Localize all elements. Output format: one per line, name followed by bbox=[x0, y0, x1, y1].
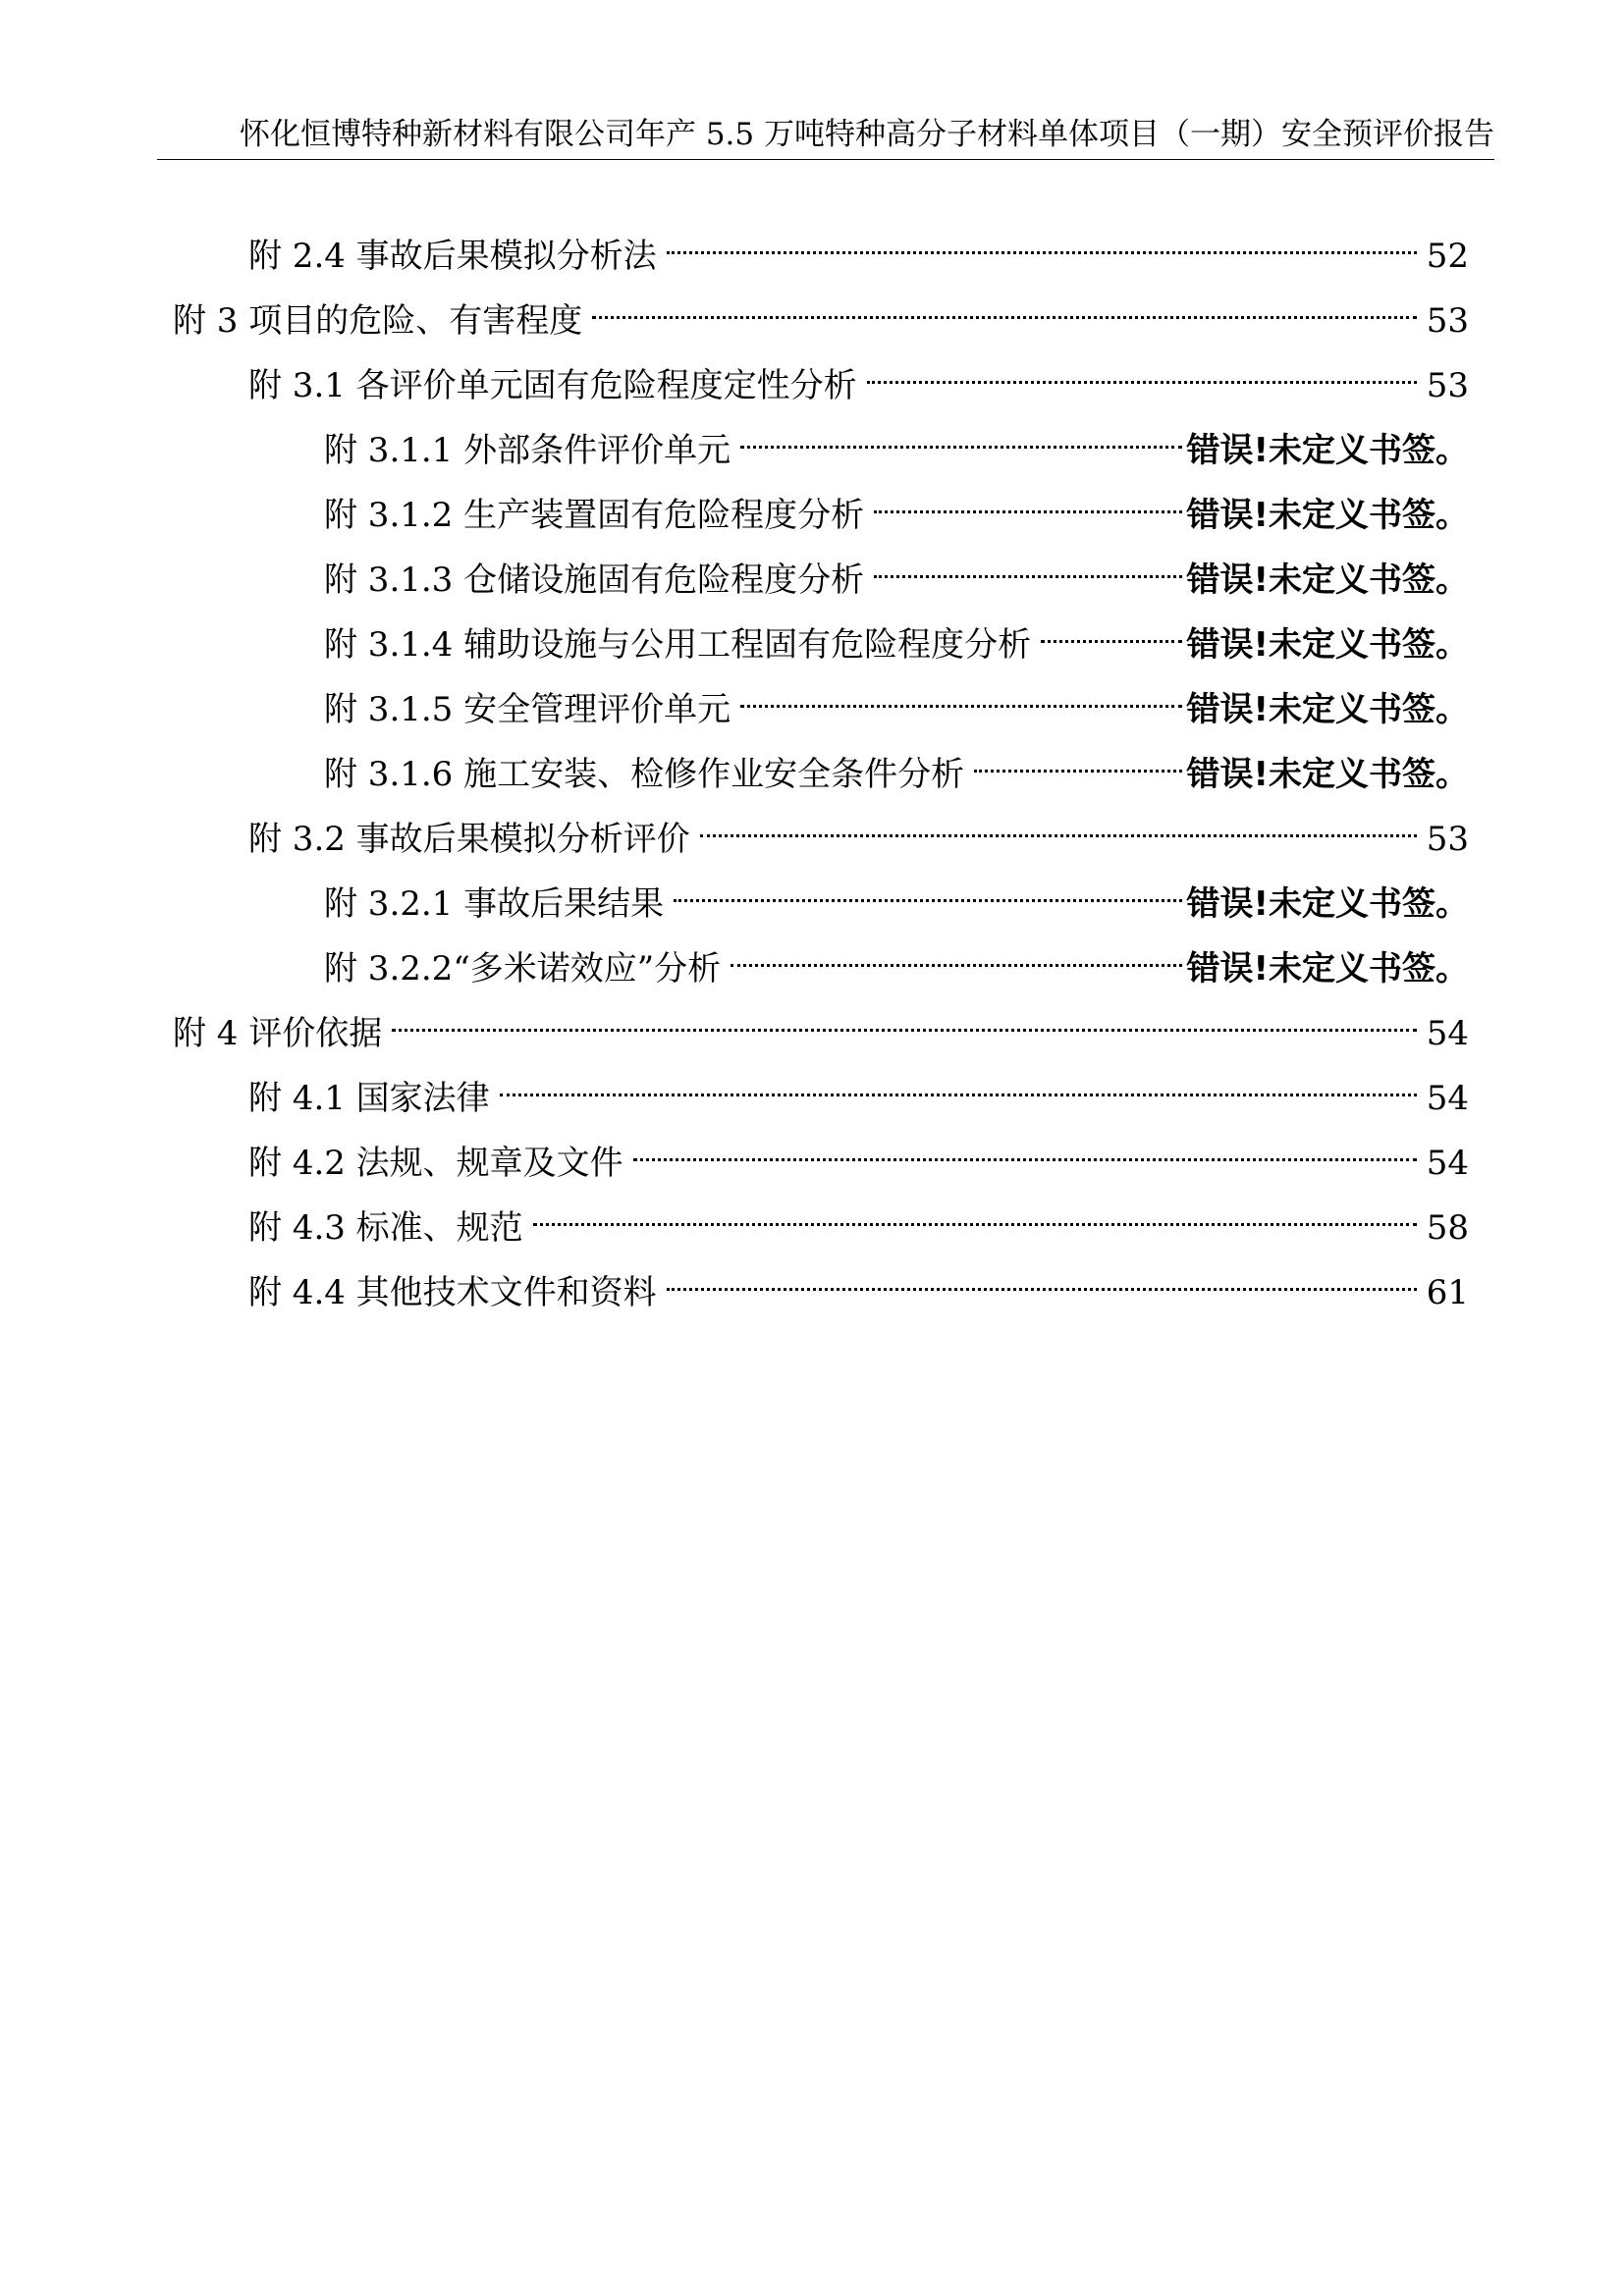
toc-entry-appendix-3-1-6[interactable] bbox=[324, 728, 1469, 794]
toc-entry-appendix-4-2[interactable] bbox=[248, 1117, 1469, 1183]
toc-entry-appendix-3-1-1[interactable] bbox=[324, 404, 1469, 470]
toc-page-number: 54 bbox=[1426, 1144, 1469, 1183]
toc-dot-leader bbox=[592, 275, 1416, 332]
toc-entry-appendix-4-3[interactable] bbox=[248, 1182, 1469, 1248]
toc-entry-label: 附 3.1.3 仓储设施固有危险程度分析 bbox=[324, 561, 865, 600]
toc-entry-appendix-4-4[interactable] bbox=[248, 1247, 1469, 1312]
toc-bookmark-error: 错误!未定义书签。 bbox=[1186, 561, 1469, 600]
toc-dot-leader bbox=[633, 1117, 1417, 1174]
toc-dot-leader bbox=[974, 728, 1182, 785]
toc-dot-leader bbox=[1041, 599, 1182, 656]
toc-entry-appendix-3-1-4[interactable] bbox=[324, 599, 1469, 665]
toc-bookmark-error: 错误!未定义书签。 bbox=[1186, 690, 1469, 729]
toc-dot-leader bbox=[740, 404, 1182, 461]
toc-entry-label: 附 3.1.5 安全管理评价单元 bbox=[324, 690, 731, 729]
toc-dot-leader bbox=[731, 923, 1182, 980]
toc-page-number: 58 bbox=[1426, 1208, 1469, 1248]
toc-bookmark-error: 错误!未定义书签。 bbox=[1186, 496, 1469, 535]
toc-entry-appendix-3[interactable] bbox=[173, 275, 1469, 341]
toc-dot-leader bbox=[667, 210, 1417, 267]
toc-entry-appendix-3-2-2[interactable] bbox=[324, 923, 1469, 988]
toc-entry-label: 附 3.1.4 辅助设施与公用工程固有危险程度分析 bbox=[324, 625, 1032, 665]
toc-entry-label: 附 3 项目的危险、有害程度 bbox=[173, 301, 583, 341]
page-header bbox=[157, 116, 1494, 160]
toc-page-number: 53 bbox=[1426, 301, 1469, 341]
toc-entry-label: 附 3.2 事故后果模拟分析评价 bbox=[248, 820, 690, 859]
toc-dot-leader bbox=[874, 469, 1182, 526]
toc-page-number: 52 bbox=[1426, 237, 1469, 276]
toc-entry-appendix-4-1[interactable] bbox=[248, 1052, 1469, 1118]
toc-dot-leader bbox=[867, 340, 1417, 397]
toc-bookmark-error: 错误!未定义书签。 bbox=[1186, 625, 1469, 665]
toc-entry-appendix-2-4[interactable] bbox=[248, 210, 1469, 276]
toc-dot-leader bbox=[740, 664, 1182, 721]
toc-entry-appendix-4[interactable] bbox=[173, 988, 1469, 1053]
toc-entry-label: 附 3.1.2 生产装置固有危险程度分析 bbox=[324, 496, 865, 535]
toc-entry-label: 附 3.1.6 施工安装、检修作业安全条件分析 bbox=[324, 755, 965, 794]
toc-page-number: 61 bbox=[1426, 1273, 1469, 1312]
toc-entry-label: 附 3.2.2“多米诺效应”分析 bbox=[324, 949, 722, 988]
toc-entry-label: 附 2.4 事故后果模拟分析法 bbox=[248, 237, 657, 276]
toc-entry-appendix-3-1-5[interactable] bbox=[324, 664, 1469, 729]
toc-entry-appendix-3-2[interactable] bbox=[248, 793, 1469, 859]
header-title: 怀化恒博特种新材料有限公司年产 5.5 万吨特种高分子材料单体项目（一期）安全预评价报告 bbox=[239, 117, 1494, 152]
toc-entry-label: 附 4 评价依据 bbox=[173, 1014, 383, 1053]
toc-dot-leader bbox=[700, 793, 1417, 850]
toc-entry-appendix-3-1[interactable] bbox=[248, 340, 1469, 405]
toc-entry-appendix-3-1-3[interactable] bbox=[324, 534, 1469, 600]
toc-page-number: 54 bbox=[1426, 1079, 1469, 1118]
toc-dot-leader bbox=[674, 858, 1182, 915]
toc-dot-leader bbox=[533, 1182, 1417, 1239]
toc-entry-label: 附 4.4 其他技术文件和资料 bbox=[248, 1273, 657, 1312]
toc-entry-appendix-3-1-2[interactable] bbox=[324, 469, 1469, 535]
toc-page-number: 53 bbox=[1426, 366, 1469, 405]
toc-entry-label: 附 3.1 各评价单元固有危险程度定性分析 bbox=[248, 366, 857, 405]
toc-bookmark-error: 错误!未定义书签。 bbox=[1186, 884, 1469, 924]
toc-bookmark-error: 错误!未定义书签。 bbox=[1186, 755, 1469, 794]
toc-dot-leader bbox=[874, 534, 1182, 591]
toc-entry-label: 附 4.3 标准、规范 bbox=[248, 1208, 523, 1248]
toc-dot-leader bbox=[500, 1052, 1417, 1109]
toc-entry-label: 附 3.1.1 外部条件评价单元 bbox=[324, 431, 731, 470]
toc-entry-appendix-3-2-1[interactable] bbox=[324, 858, 1469, 924]
toc-dot-leader bbox=[667, 1247, 1417, 1304]
toc-page-number: 54 bbox=[1426, 1014, 1469, 1053]
toc-entry-label: 附 3.2.1 事故后果结果 bbox=[324, 884, 665, 924]
toc-page-number: 53 bbox=[1426, 820, 1469, 859]
toc-dot-leader bbox=[392, 988, 1416, 1044]
toc-entry-label: 附 4.2 法规、规章及文件 bbox=[248, 1144, 623, 1183]
toc-bookmark-error: 错误!未定义书签。 bbox=[1186, 949, 1469, 988]
toc-entry-label: 附 4.1 国家法律 bbox=[248, 1079, 490, 1118]
toc-bookmark-error: 错误!未定义书签。 bbox=[1186, 431, 1469, 470]
